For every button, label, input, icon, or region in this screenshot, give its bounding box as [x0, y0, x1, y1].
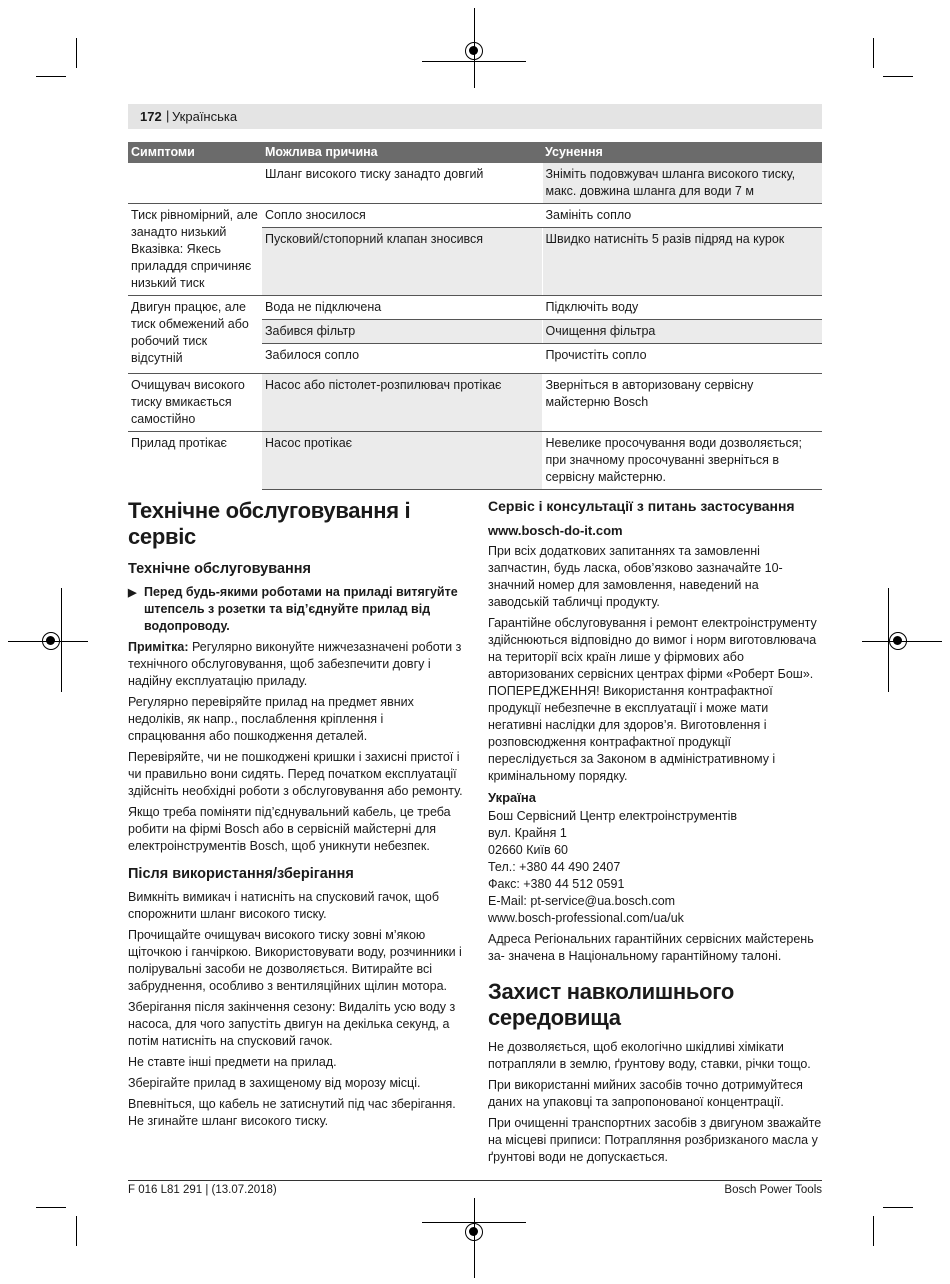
- remedy-cell: Невелике просочування води дозволяється; при значному просочуванні зверніться в сервісну майстерню.: [542, 432, 822, 490]
- right-column: [488, 498, 822, 1170]
- registration-mark-line: [422, 61, 526, 62]
- table-row: [128, 163, 822, 204]
- table-row: [128, 432, 822, 490]
- warning-text: Перед будь-якими роботами на приладі витягуйте штепсель з розетки та від’єднуйте прилад від водопроводу.: [144, 585, 458, 633]
- email-link[interactable]: E-Mail: pt-service@ua.bosch.com: [488, 894, 676, 908]
- crop-mark: [883, 1207, 913, 1208]
- section-title-line: Захист навколишнього: [488, 979, 734, 1004]
- crop-mark: [873, 38, 874, 68]
- symptom-cell: Прилад протікає: [128, 432, 262, 490]
- address-line: вул. Крайня 1: [488, 826, 567, 840]
- table-row: [128, 374, 822, 432]
- triangle-right-icon: ▶: [128, 587, 137, 599]
- section-title-maintenance-service: Технічне обслуговування і сервіс: [128, 498, 411, 549]
- address-line: 02660 Київ 60: [488, 843, 568, 857]
- remedy-cell: Підключіть воду: [542, 296, 822, 320]
- fax-line: Факс: +380 44 512 0591: [488, 877, 625, 891]
- symptom-cell: Двигун працює, але тиск обмежений або робочий тиск відсутній: [128, 296, 262, 374]
- paragraph: Прочищайте очищувач високого тиску зовні м’якою щіточкою і ганчіркою. Використовувати воду, розчинники і полірувальні засоби не дозволяється. Витирайте всі забруднення, особливо з вентиляційних щілин мотора.: [128, 928, 462, 993]
- note-paragraph: [128, 639, 464, 690]
- address-block: [488, 808, 822, 927]
- section-title-service-consulting: Сервіс і консультації з питань застосування: [488, 498, 795, 514]
- table-header-row: [128, 142, 822, 163]
- page-language: Українська: [172, 109, 238, 124]
- cause-cell: Вода не підключена: [262, 296, 542, 320]
- paragraph: Регулярно перевіряйте прилад на предмет явних недоліків, як напр., послаблення кріплення і спрацювання або пошкодження деталей.: [128, 695, 414, 743]
- section-title-environment: [488, 979, 822, 1031]
- paragraph: Впевніться, що кабель не затиснутий під час зберігання. Не згинайте шланг високого тиску.: [128, 1097, 456, 1128]
- symptom-cell: Очищувач високого тиску вмикається самостійно: [128, 374, 262, 432]
- paragraph: Адреса Регіональних гарантійних сервісних майстерень за- значена в Національному гарантійному талоні.: [488, 932, 814, 963]
- remedy-cell: Зніміть подовжувач шланга високого тиску, макс. довжина шланга для води 7 м: [542, 163, 822, 204]
- page-number: 172: [140, 109, 162, 124]
- crop-mark: [873, 1216, 874, 1246]
- warning-item: [128, 584, 464, 635]
- paragraph: Перевіряйте, чи не пошкоджені кришки і захисні пристої і чи правильно вони сидять. Перед початком експлуатації здійсніть необхідні роботи з обслуговування або ремонту.: [128, 750, 463, 798]
- paragraph: Зберігання після закінчення сезону: Видаліть усю воду з насоса, для чого запустіть двигун на декілька секунд, а потім натисніть на спусковий гачок.: [128, 1000, 456, 1048]
- crop-mark: [883, 76, 913, 77]
- cause-cell: Насос або пістолет-розпилювач протікає: [262, 374, 542, 432]
- paragraph: Вимкніть вимикач і натисніть на спусковий гачок, щоб спорожнити шланг високого тиску.: [128, 890, 439, 921]
- registration-mark-icon: [465, 42, 483, 60]
- registration-mark-icon: [465, 1223, 483, 1241]
- remedy-cell: Замініть сопло: [542, 204, 822, 228]
- remedy-cell: Прочистіть сопло: [542, 344, 822, 374]
- header-separator: |: [166, 108, 170, 123]
- remedy-cell: Зверніться в авторизовану сервісну майстерню Bosch: [542, 374, 822, 432]
- crop-mark: [36, 76, 66, 77]
- troubleshooting-table: [128, 142, 822, 490]
- registration-mark-line: [61, 588, 62, 692]
- cause-cell: Сопло зносилося: [262, 204, 542, 228]
- table-row: [128, 296, 822, 320]
- cause-cell: Пусковий/стопорний клапан зносився: [262, 228, 542, 296]
- footer-document-id: F 016 L81 291 | (13.07.2018): [128, 1184, 277, 1196]
- table-row: [128, 204, 822, 228]
- column-header-cause: Можлива причина: [262, 142, 542, 163]
- cause-cell: Насос протікає: [262, 432, 542, 490]
- crop-mark: [76, 1216, 77, 1246]
- crop-mark: [76, 38, 77, 68]
- registration-mark-icon: [889, 632, 907, 650]
- note-label: Примітка:: [128, 640, 189, 654]
- country-heading: Україна: [488, 790, 537, 805]
- symptom-cell: Тиск рівномірний, але занадто низький Вказівка: Якесь приладдя спричиняє низький тиск: [128, 204, 262, 296]
- paragraph: Зберігайте прилад в захищеному від морозу місці.: [128, 1076, 421, 1090]
- paragraph: Не дозволяється, щоб екологічно шкідливі хімікати потрапляли в землю, ґрунтову воду, ставки, річки тощо.: [488, 1040, 811, 1071]
- address-line: Бош Сервісний Центр електроінструментів: [488, 809, 738, 823]
- remedy-cell: Очищення фільтра: [542, 320, 822, 344]
- crop-mark: [36, 1207, 66, 1208]
- website-link[interactable]: www.bosch-do-it.com: [488, 523, 623, 538]
- paragraph: При всіх додаткових запитаннях та замовленні запчастин, будь ласка, обов’язково зазначайте 10-значний номер для замовлення, наведений на заводській табличці продукту.: [488, 544, 783, 609]
- paragraph: Гарантійне обслуговування і ремонт електроінструменту здійснюються відповідно до вимог і норм виготовлювача на території всіх країн лише у фірмових або авторизованих сервісних центрах фірми «Роберт Бош». ПОПЕРЕДЖЕННЯ! Використання контрафактної продукції небезпечне в експлуатації і може мати негативні наслідки для здоров’я. Виготовлення і розповсюдження контрафактної продукції переслідується за Законом в адміністративному і кримінальному порядку.: [488, 616, 817, 783]
- column-header-symptoms: Симптоми: [128, 142, 262, 163]
- footer-divider: [128, 1180, 822, 1181]
- remedy-cell: Швидко натисніть 5 разів підряд на курок: [542, 228, 822, 296]
- professional-website-link[interactable]: www.bosch-professional.com/ua/uk: [488, 911, 684, 925]
- phone-line: Тел.: +380 44 490 2407: [488, 860, 621, 874]
- paragraph: При використанні мийних засобів точно дотримуйтеся даних на упаковці та запропонованої концентрації.: [488, 1078, 803, 1109]
- section-title-line: середовища: [488, 1005, 621, 1030]
- paragraph: Якщо треба поміняти під’єднувальний кабель, це треба робити на фірмі Bosch або в сервісній майстерні для електроінструментів Bosch, щоб уникнути небезпек.: [128, 805, 451, 853]
- left-column: [128, 498, 464, 1134]
- paragraph: Не ставте інші предмети на прилад.: [128, 1055, 337, 1069]
- subsection-title-maintenance: Технічне обслуговування: [128, 561, 311, 577]
- footer-brand: Bosch Power Tools: [724, 1184, 822, 1196]
- cause-cell: Шланг високого тиску занадто довгий: [262, 163, 542, 204]
- subsection-title-after-use: Після використання/зберігання: [128, 866, 354, 882]
- page-header: [128, 104, 822, 129]
- registration-mark-icon: [42, 632, 60, 650]
- paragraph: При очищенні транспортних засобів з двигуном зважайте на місцеві приписи: Потрапляння розбризканого масла у ґрунтові води не допускається.: [488, 1116, 822, 1164]
- cause-cell: Забився фільтр: [262, 320, 542, 344]
- column-header-remedy: Усунення: [542, 142, 822, 163]
- note-text: Регулярно виконуйте нижчезазначені роботи з технічного обслуговування, щоб забезпечити довгу і надійну експлуатацію приладу.: [128, 640, 462, 688]
- symptom-cell: [128, 163, 262, 204]
- cause-cell: Забилося сопло: [262, 344, 542, 374]
